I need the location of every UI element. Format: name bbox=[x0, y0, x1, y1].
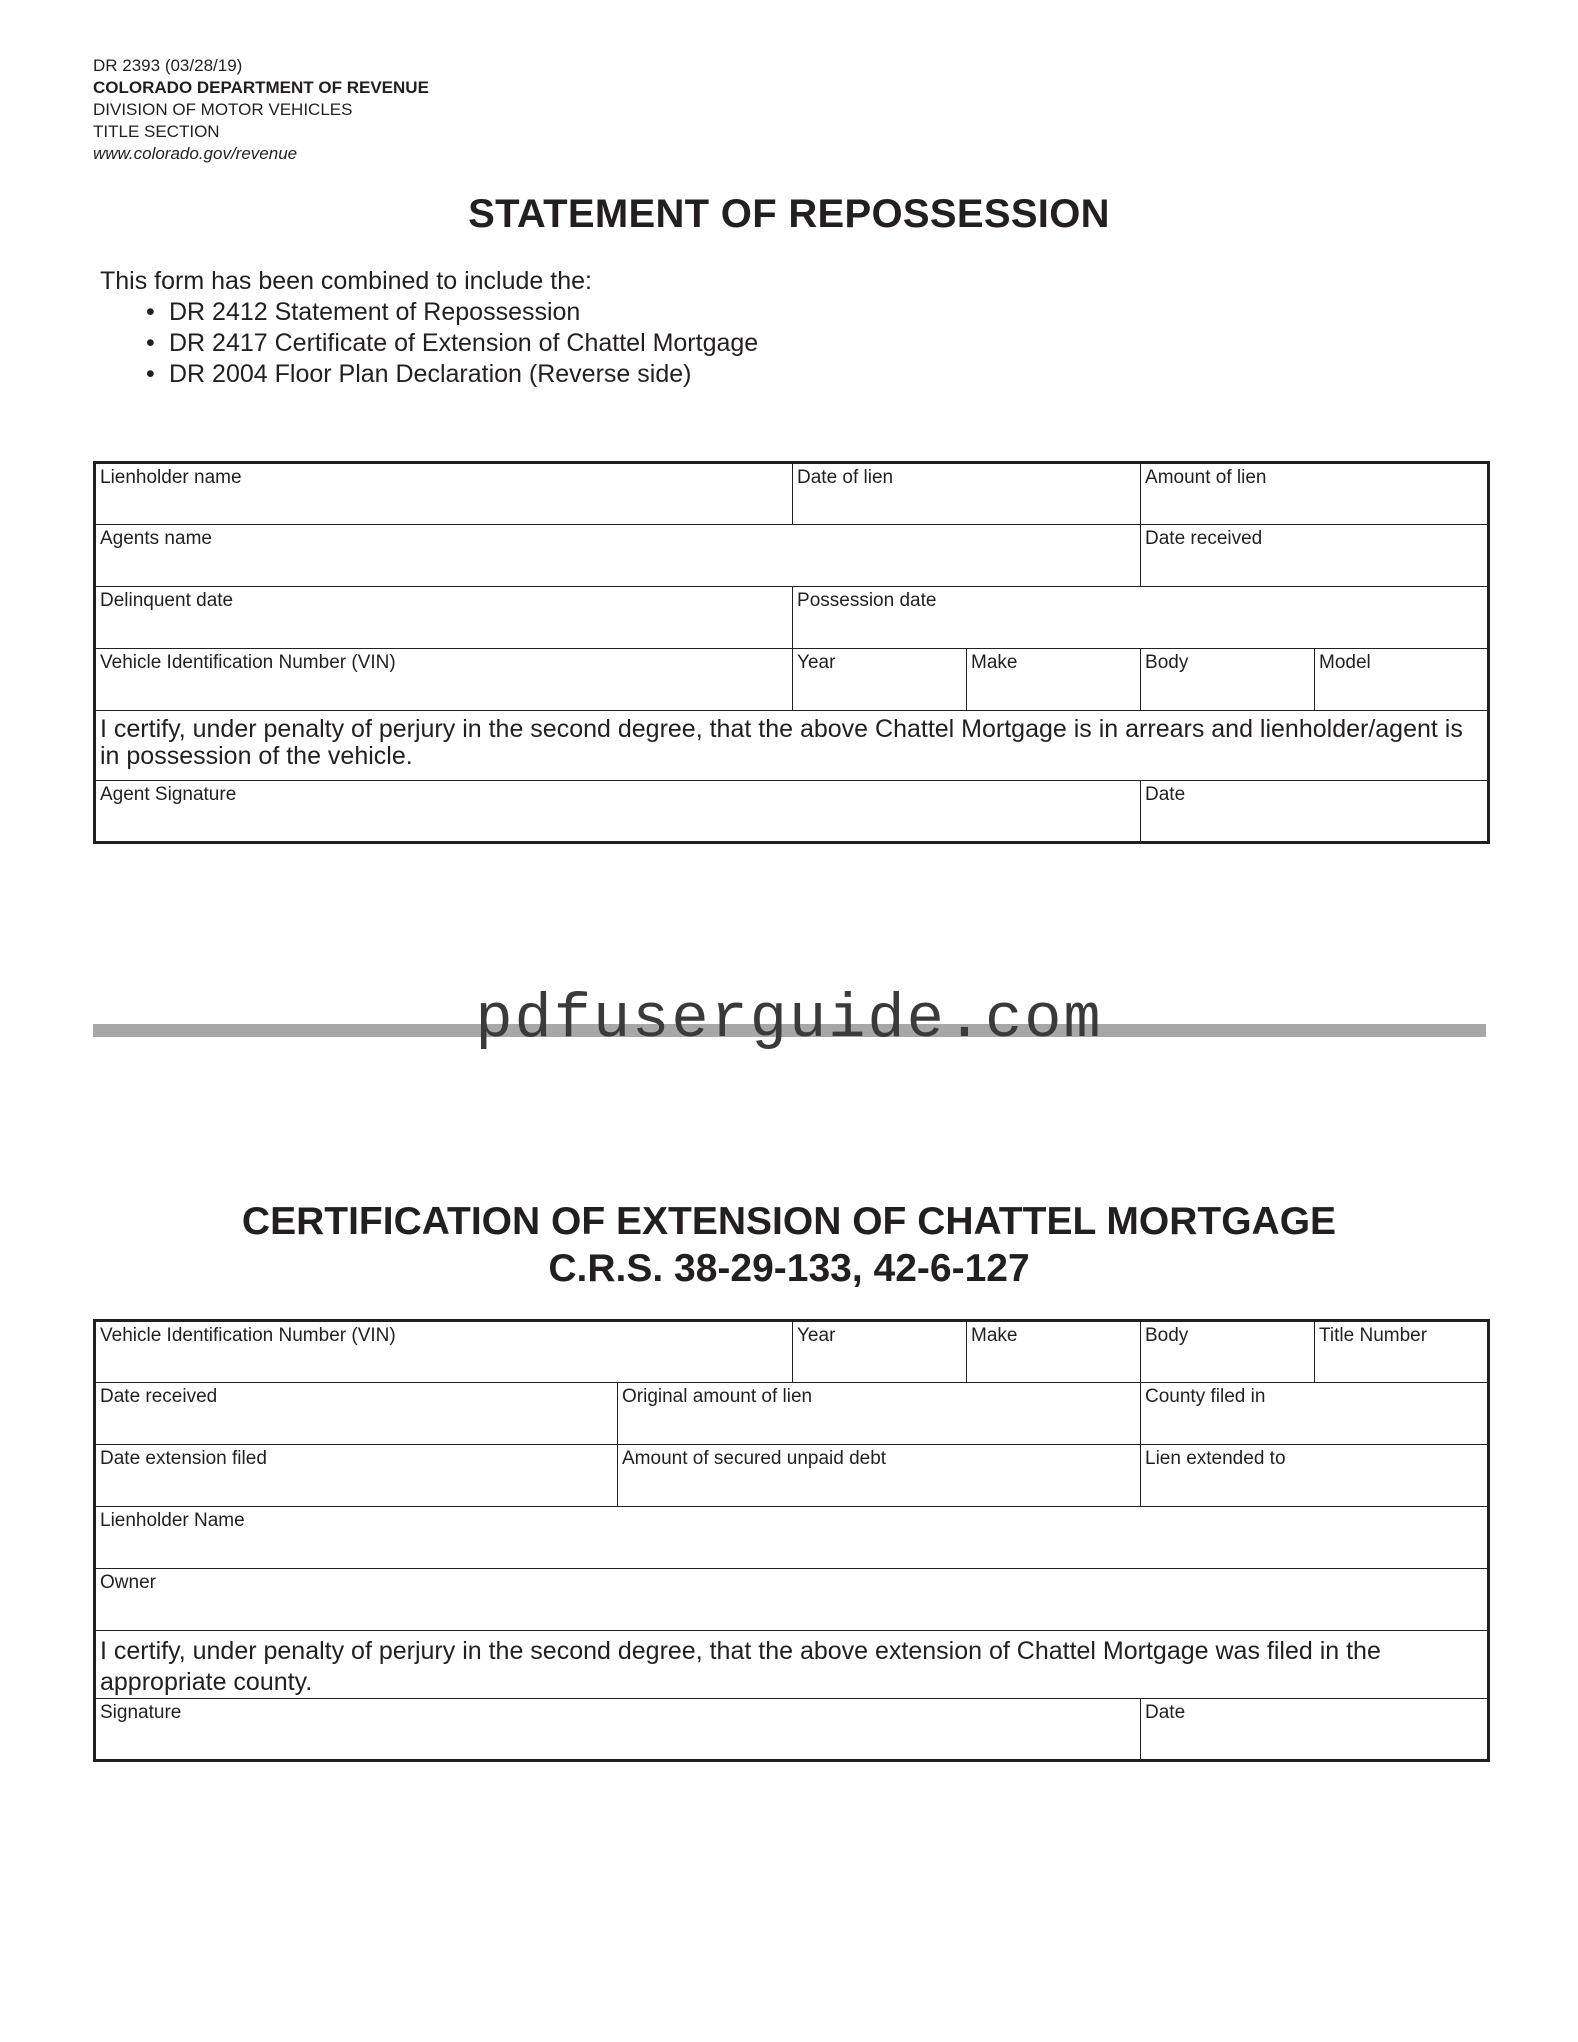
lienholder-name-field[interactable]: Lienholder name bbox=[95, 463, 793, 525]
certification-statement: I certify, under penalty of perjury in the second degree, that the above Chattel Mortgage is in arrears and lienholder/agent is in possession of the vehicle. bbox=[95, 711, 1489, 781]
title-number-field[interactable]: Title Number bbox=[1315, 1321, 1489, 1383]
section-name: TITLE SECTION bbox=[93, 122, 220, 141]
delinquent-date-field[interactable]: Delinquent date bbox=[95, 587, 793, 649]
original-amount-field[interactable]: Original amount of lien bbox=[618, 1383, 1141, 1445]
included-forms-list bbox=[100, 297, 758, 390]
signature-date-field[interactable]: Date bbox=[1141, 781, 1489, 843]
website-link[interactable]: www.colorado.gov/revenue bbox=[93, 144, 298, 163]
body-field[interactable]: Body bbox=[1141, 1321, 1315, 1383]
division-name: DIVISION OF MOTOR VEHICLES bbox=[93, 100, 353, 119]
date-extension-filed-field[interactable]: Date extension filed bbox=[95, 1445, 618, 1507]
intro-section bbox=[100, 266, 758, 390]
county-filed-in-field[interactable]: County filed in bbox=[1141, 1383, 1489, 1445]
body-field[interactable]: Body bbox=[1141, 649, 1315, 711]
amount-of-lien-field[interactable]: Amount of lien bbox=[1141, 463, 1489, 525]
certification-statement: I certify, under penalty of perjury in the second degree, that the above extension of Chattel Mortgage was filed in the appropriate county. bbox=[95, 1631, 1489, 1699]
extension-title bbox=[0, 1198, 1578, 1292]
extension-form bbox=[93, 1319, 1490, 1762]
year-field[interactable]: Year bbox=[793, 1321, 967, 1383]
list-item: • DR 2412 Statement of Repossession bbox=[169, 297, 758, 328]
list-item: • DR 2417 Certificate of Extension of Chattel Mortgage bbox=[169, 328, 758, 359]
extension-title-line2: C.R.S. 38-29-133, 42-6-127 bbox=[548, 1247, 1030, 1290]
make-field[interactable]: Make bbox=[967, 1321, 1141, 1383]
extension-title-line1: CERTIFICATION OF EXTENSION OF CHATTEL MORTGAGE bbox=[241, 1200, 1337, 1243]
signature-field[interactable]: Signature bbox=[95, 1699, 1141, 1761]
year-field[interactable]: Year bbox=[793, 649, 967, 711]
date-of-lien-field[interactable]: Date of lien bbox=[793, 463, 1141, 525]
signature-date-field[interactable]: Date bbox=[1141, 1699, 1489, 1761]
vin-field[interactable]: Vehicle Identification Number (VIN) bbox=[95, 1321, 793, 1383]
form-header bbox=[93, 55, 429, 165]
watermark: pdfuserguide.com bbox=[475, 984, 1103, 1055]
lienholder-name-field[interactable]: Lienholder Name bbox=[95, 1507, 1489, 1569]
department-name: COLORADO DEPARTMENT OF REVENUE bbox=[93, 78, 429, 97]
date-received-field[interactable]: Date received bbox=[1141, 525, 1489, 587]
list-item: • DR 2004 Floor Plan Declaration (Reverse side) bbox=[169, 359, 758, 390]
agents-name-field[interactable]: Agents name bbox=[95, 525, 1141, 587]
agent-signature-field[interactable]: Agent Signature bbox=[95, 781, 1141, 843]
model-field[interactable]: Model bbox=[1315, 649, 1489, 711]
page-title: STATEMENT OF REPOSSESSION bbox=[468, 192, 1110, 236]
intro-text: This form has been combined to include the: bbox=[100, 267, 592, 295]
possession-date-field[interactable]: Possession date bbox=[793, 587, 1489, 649]
vin-field[interactable]: Vehicle Identification Number (VIN) bbox=[95, 649, 793, 711]
lien-extended-to-field[interactable]: Lien extended to bbox=[1141, 1445, 1489, 1507]
owner-field[interactable]: Owner bbox=[95, 1569, 1489, 1631]
unpaid-debt-field[interactable]: Amount of secured unpaid debt bbox=[618, 1445, 1141, 1507]
form-number: DR 2393 (03/28/19) bbox=[93, 56, 243, 75]
make-field[interactable]: Make bbox=[967, 649, 1141, 711]
date-received-field[interactable]: Date received bbox=[95, 1383, 618, 1445]
repossession-form bbox=[93, 461, 1490, 844]
